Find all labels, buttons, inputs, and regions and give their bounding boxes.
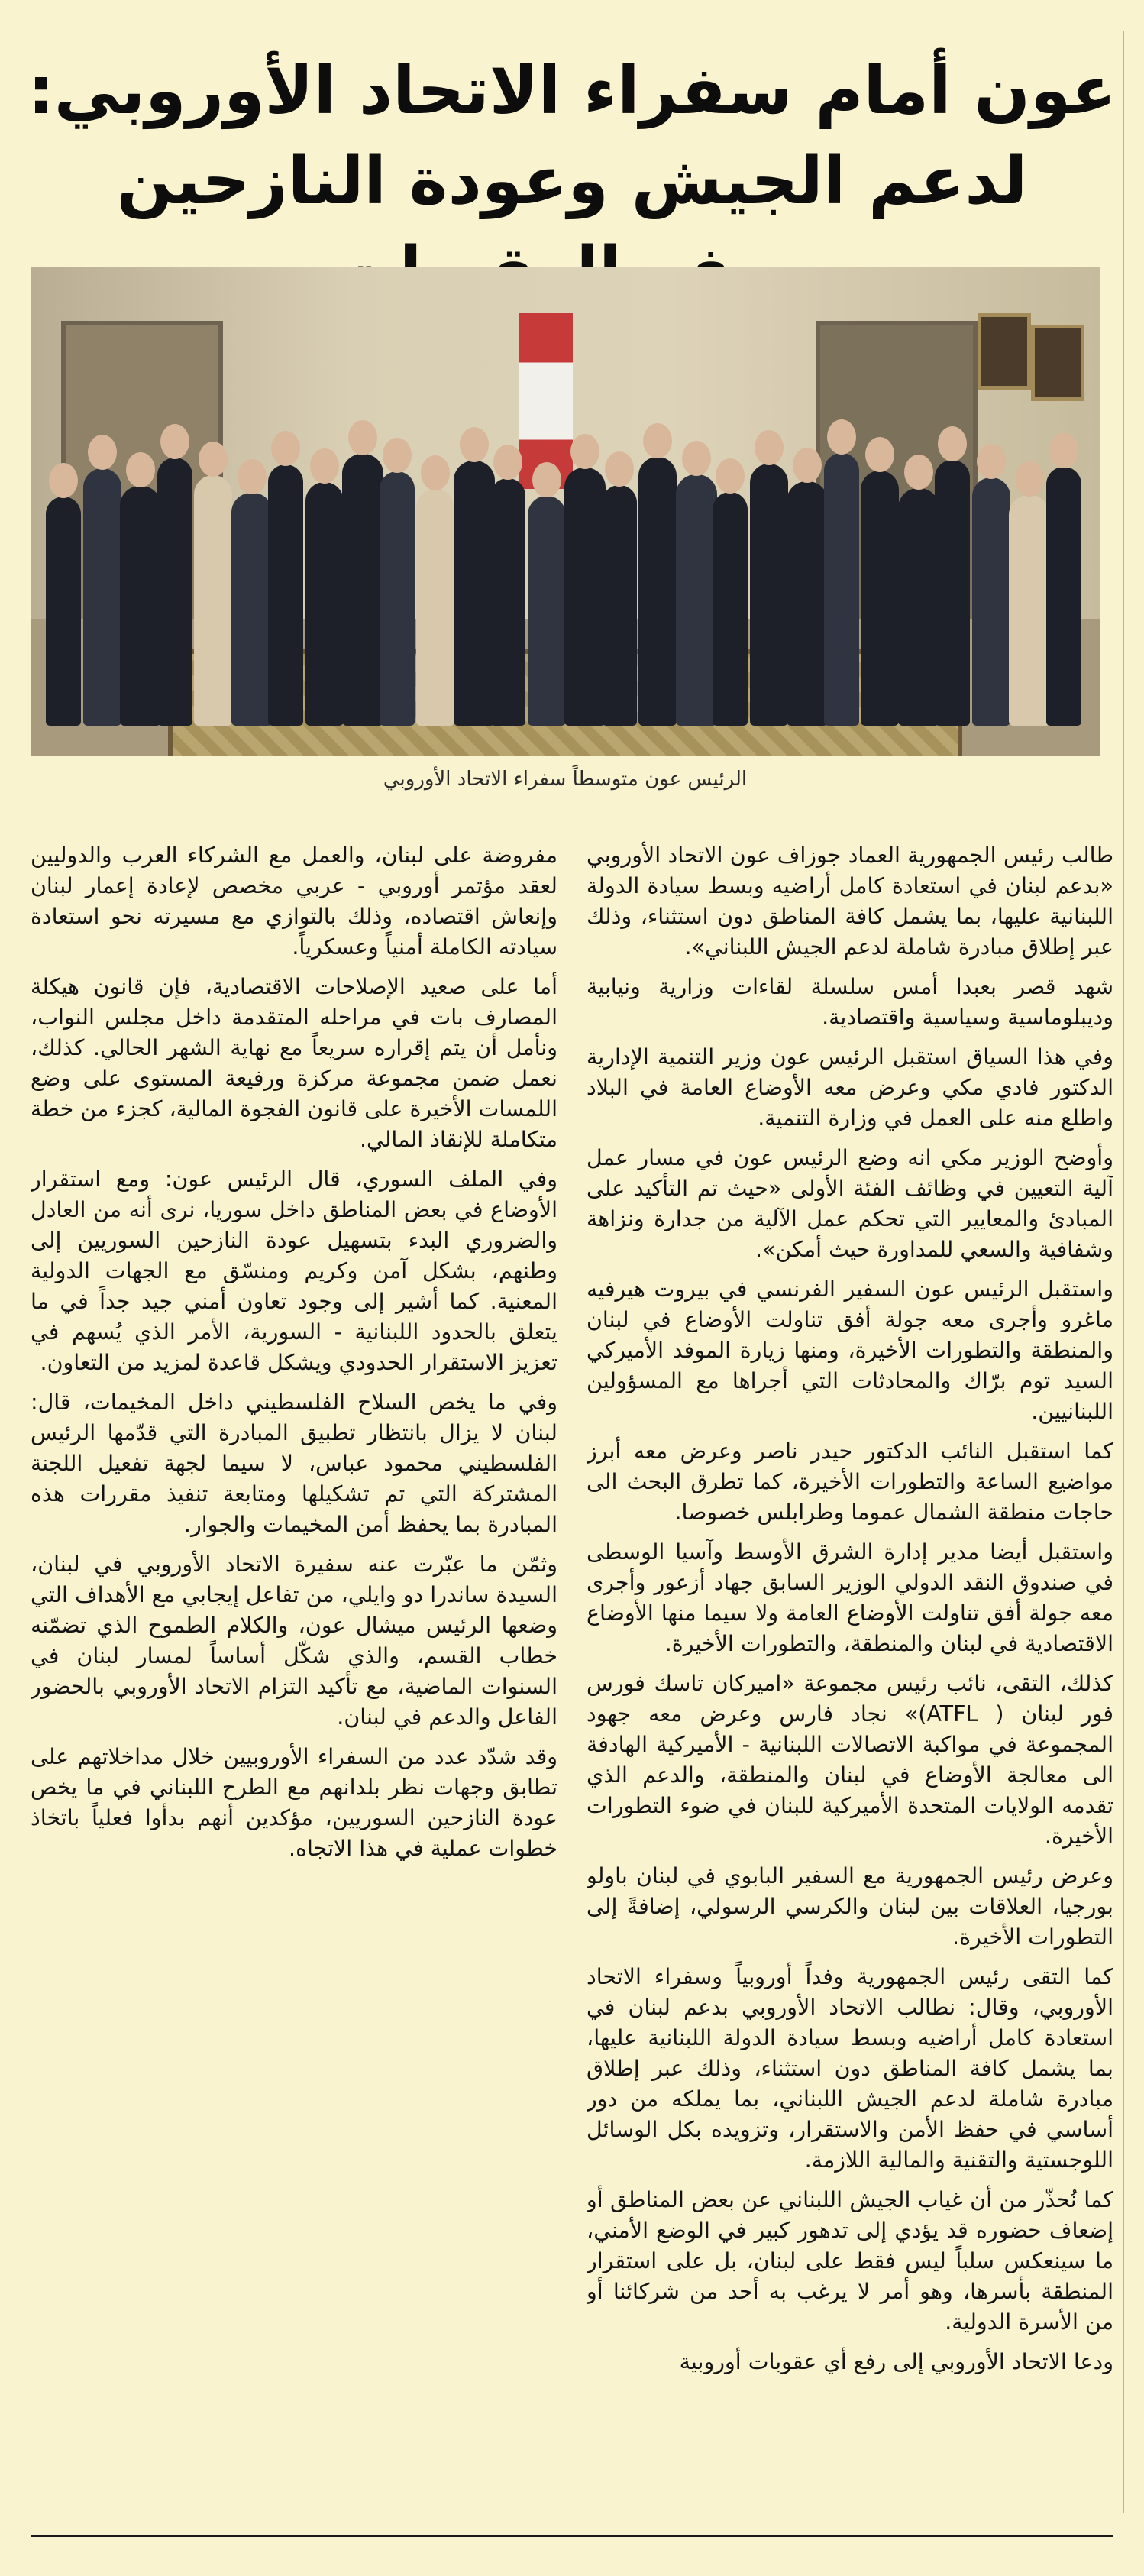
article-paragraph: كما التقى رئيس الجمهورية وفداً أوروبياً وسفراء الاتحاد الأوروبي، وقال: نطالب الاتحاد الأوروبي بدعم لبنان في استعادة كامل أراضيه وبسط سيادة الدولة اللبنانية عليها، بما يشمل كافة المناطق دون استثناء، وذلك عبر إطلاق مبادرة شاملة لدعم الجيش اللبناني، بما يملكه من دور أساسي في حفظ الأمن والاستقرار، وتزويده بكل الوسائل اللوجستية والتقنية والمالية اللازمة. [587, 1964, 1113, 2173]
photo-person-head [904, 455, 933, 490]
bottom-rule [31, 2535, 1113, 2537]
photo-person-head [1049, 433, 1078, 468]
article-paragraph: واستقبل أيضا مدير إدارة الشرق الأوسط وآسيا الوسطى في صندوق النقد الدولي الوزير السابق جهاد أزعور وأجرى معه جولة أفق تناولت الأوضاع العامة ولا سيما منها الأوضاع الاقتصادية في لبنان والمنطقة، والتطورات الأخيرة. [587, 1539, 1113, 1656]
photo-person-head [532, 462, 561, 497]
photo-person [972, 477, 1010, 726]
headline-line-1: عون أمام سفراء الاتحاد الأوروبي: [27, 53, 1117, 129]
article-paragraph: وفي الملف السوري، قال الرئيس عون: ومع استقرار الأوضاع في بعض المناطق داخل سوريا، نرى أنه من العادل والضروري البدء بتسهيل عودة النازحين السوريين إلى وطنهم، بشكل آمن وكريم ومنسّق مع الجهات الدولية المعنية. كما أشير إلى وجود تعاون أمني جيد جداً في ما يتعلق بالحدود اللبنانية - السورية، الأمر الذي يُسهم في تعزيز الاستقرار الحدودي ويشكل قاعدة لمزيد من التعاون. [31, 1167, 557, 1375]
photo-person [528, 496, 566, 726]
photo-person-head [716, 458, 745, 494]
photo-person [713, 492, 748, 726]
photo-person [676, 474, 717, 726]
photo-person [602, 485, 637, 726]
photo-person-head [88, 435, 117, 470]
photo-person-head [160, 424, 189, 459]
headline-line-2: لدعم الجيش وعودة النازحين [116, 143, 1028, 219]
article-paragraph: مفروضة على لبنان، والعمل مع الشركاء العرب والدوليين لعقد مؤتمر أوروبي - عربي مخصص لإعادة إعمار لبنان وإنعاش اقتصاده، وذلك بالتوازي مع مسيرته نحو استعادة سيادته الكاملة أمنياً وعسكرياً. [31, 843, 557, 960]
photo-person [787, 481, 828, 726]
article-paragraph: شهد قصر بعبدا أمس سلسلة لقاءات وزارية ونيابية وديبلوماسية وسياسية واقتصادية. [587, 974, 1113, 1030]
article-paragraph: كذلك، التقى، نائب رئيس مجموعة «اميركان تاسك فورس فور لبنان ( ATFL)» نجاد فارس وعرض معه جهود المجموعة في مواكبة الاتصالات اللبنانية - الأميركية الهادفة الى معالجة الأوضاع في لبنان والمنطقة، والدعم الذي تقدمه الولايات المتحدة الأميركية للبنان في ضوء التطورات الأخيرة. [587, 1671, 1113, 1849]
photo-person-head [938, 426, 967, 461]
article-paragraph: وقد شدّد عدد من السفراء الأوروبيين خلال مداخلاتهم على تطابق وجهات نظر بلدانهم مع الطرح اللبناني في ما يخص عودة النازحين السوريين، مؤكدين أنهم بدأوا فعلياً باتخاذ خطوات عملية في هذا الاتجاه. [31, 1744, 557, 1861]
photo-person-head [793, 448, 822, 483]
photo-person [305, 482, 344, 726]
article-paragraph: واستقبل الرئيس عون السفير الفرنسي في بيروت هيرفيه ماغرو وأجرى معه جولة أفق تناولت الأوضاع في لبنان والمنطقة والتطورات الأخيرة، ومنها زيارة الموفد الأميركي السيد توم برّاك والمحادثات التي أجراها مع المسؤولين اللبنانيين. [587, 1277, 1113, 1424]
photo-caption: الرئيس عون متوسطاً سفراء الاتحاد الأوروبي [383, 768, 748, 791]
article-paragraph: كما نُحذّر من أن غياب الجيش اللبناني عن بعض المناطق أو إضعاف حضوره قد يؤدي إلى تدهور كبير في الوضع الأمني، ما سينعكس سلباً ليس فقط على لبنان، بل على استقرار المنطقة بأسرها، وهو أمر لا يرغب به أحد من شركائنا أو من الأسرة الدولية. [587, 2187, 1113, 2335]
photo-person [935, 460, 970, 726]
photo-person-head [682, 441, 711, 476]
photo-person-head [643, 423, 672, 458]
article-paragraph: وثمّن ما عبّرت عنه سفيرة الاتحاد الأوروبي في لبنان، السيدة ساندرا دو وايلي، من تفاعل إيجابي مع الأهداف التي وضعها الرئيس ميشال عون، والكلام الطموح الذي تضمّنه خطاب القسم، والذي شكّل أساساً لمسار لبنان في السنوات الماضية، مع تأكيد التزام الاتحاد الأوروبي بالحضور الفاعل والدعم في لبنان. [31, 1552, 557, 1730]
photo-person [342, 454, 383, 726]
photo-person [1046, 467, 1081, 726]
photo-person [454, 461, 495, 726]
article-paragraph: أما على صعيد الإصلاحات الاقتصادية، فإن قانون هيكلة المصارف بات في مراحله المتقدمة داخل مجلس النواب، ونأمل أن يتم إقراره سريعاً مع نهاية الشهر الحالي. كذلك، نعمل ضمن مجموعة مركزة ورفيعة المستوى على وضع اللمسات الأخيرة على قانون الفجوة المالية، كجزء من خطة متكاملة للإنقاذ المالي. [31, 974, 557, 1152]
photo-person-head [271, 431, 300, 466]
photo-person-head [383, 438, 412, 473]
photo-person [861, 471, 899, 726]
photo-person [231, 493, 273, 726]
photo-person-head [570, 434, 599, 469]
photo-person [824, 453, 859, 726]
photo-person [83, 468, 121, 726]
page-edge-rule [1123, 31, 1124, 2513]
article-column-left [31, 840, 557, 2513]
photo-person [157, 458, 192, 726]
photo-person-head [460, 427, 489, 462]
photo-person-head [1015, 461, 1044, 497]
photo-person [1009, 495, 1050, 726]
photo-person [46, 497, 81, 726]
photo-person-head [827, 419, 856, 455]
article-paragraph: ودعا الاتحاد الأوروبي إلى رفع أي عقوبات أوروبية [679, 2349, 1113, 2374]
photo-person-head [238, 459, 267, 494]
article-paragraph: وفي ما يخص السلاح الفلسطيني داخل المخيمات، قال: لبنان لا يزال بانتظار تطبيق المبادرة التي قدّمها الرئيس الفلسطيني محمود عباس، لا سيما لجهة تفعيل اللجنة المشتركة التي تم تشكيلها ومتابعة تنفيذ مقررات هذه المبادرة بما يحفظ أمن المخيمات والجوار. [31, 1390, 557, 1537]
photo-person-head [126, 452, 155, 487]
photo-person [120, 486, 161, 726]
photo-person-head [865, 437, 894, 472]
photo-person-head [755, 430, 784, 465]
article-paragraph: طالب رئيس الجمهورية العماد جوزاف عون الاتحاد الأوروبي «بدعم لبنان في استعادة كامل أراضيه وبسط سيادة الدولة اللبنانية عليها، بما يشمل كافة المناطق دون استثناء، وذلك عبر إطلاق مبادرة شاملة لدعم الجيش اللبناني». [587, 843, 1113, 960]
photo-person [638, 457, 677, 726]
photo-person [750, 464, 788, 726]
article-paragraph: كما استقبل النائب الدكتور حيدر ناصر وعرض معه أبرز مواضيع الساعة والتطورات الأخيرة، كما تطرق البحث الى حاجات منطقة الشمال عموما وطرابلس خصوصا. [587, 1438, 1113, 1525]
photo-person [564, 468, 606, 726]
photo-person-head [310, 448, 339, 484]
photo-person [416, 489, 454, 726]
photo-person-head [493, 445, 522, 480]
photo-person-head [199, 442, 228, 477]
article-paragraph: وفي هذا السياق استقبل الرئيس عون وزير التنمية الإدارية الدكتور فادي مكي وعرض معه الأوضاع العامة في البلاد واطلع منه على العمل في وزارة التنمية. [587, 1044, 1113, 1131]
photo-person-head [421, 455, 450, 490]
photo-person-head [977, 444, 1006, 479]
group-photo [31, 267, 1100, 756]
article-columns [31, 840, 1113, 2513]
photo-person [380, 471, 415, 726]
photo-frame-1 [978, 313, 1031, 390]
photo-person [194, 475, 232, 726]
photo-person [898, 488, 939, 726]
article-paragraph: وعرض رئيس الجمهورية مع السفير البابوي في لبنان باولو بورجيا، العلاقات بين لبنان والكرسي الرسولي، إضافةً إلى التطورات الأخيرة. [587, 1863, 1113, 1950]
photo-person-head [49, 463, 78, 498]
article-paragraph: وأوضح الوزير مكي انه وضع الرئيس عون في مسار عمل آلية التعيين في وظائف الفئة الأولى «حيث تم التأكيد على المبادئ والمعايير التي تحكم عمل الآلية من جدارة ونزاهة وشفافية والسعي للمداورة حيث أمكن». [587, 1145, 1113, 1262]
photo-frame-2 [1031, 325, 1084, 401]
photo-person [490, 478, 525, 726]
photo-person-head [348, 420, 377, 455]
article-column-right [587, 840, 1113, 2513]
photo-person-head [605, 451, 634, 487]
photo-person [268, 464, 303, 726]
